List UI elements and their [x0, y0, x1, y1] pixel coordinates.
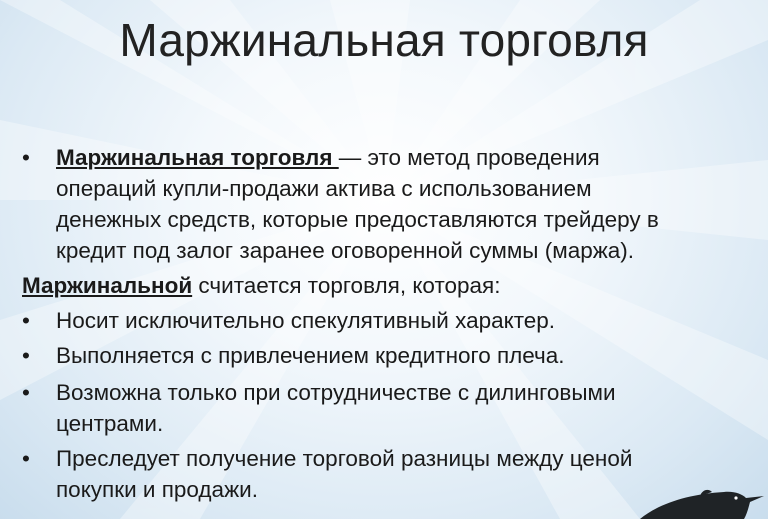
definition-line-2: операций купли-продажи актива с использованием: [56, 176, 592, 201]
definition-term: Маржинальная торговля: [56, 145, 339, 170]
definition-paragraph: [22, 142, 762, 266]
definition-text-1: — это метод проведения: [338, 145, 600, 170]
bullet-marker: •: [22, 446, 30, 471]
intro-line: [22, 270, 762, 301]
definition-line-3: денежных средств, которые предоставляются трейдеру в: [56, 207, 659, 232]
list-item: [22, 377, 762, 439]
list-item-text: Преследует получение торговой разницы между ценой: [56, 446, 633, 471]
intro-text: считается торговля, которая:: [192, 273, 501, 298]
bullet-marker: •: [22, 343, 30, 368]
slide-title: Маржинальная торговля: [119, 14, 649, 66]
list-item-text: Выполняется с привлечением кредитного плеча.: [56, 343, 565, 368]
bullet-marker: •: [22, 308, 30, 333]
list-item-text: центрами.: [56, 411, 164, 436]
list-item-text: Носит исключительно спекулятивный характер.: [56, 308, 556, 333]
list-item-text: Возможна только при сотрудничестве с дилинговыми: [56, 380, 616, 405]
list-item-text: покупки и продажи.: [56, 477, 258, 502]
definition-line-1: [56, 142, 762, 173]
intro-term: Маржинальной: [22, 273, 193, 298]
definition-line-4: кредит под залог заранее оговоренной суммы (маржа).: [56, 238, 635, 263]
list-item: [22, 340, 762, 371]
dolphin-icon: [640, 488, 768, 519]
bullet-marker: •: [22, 145, 30, 170]
slide-content: [22, 142, 762, 505]
bullet-marker: •: [22, 380, 30, 405]
list-item: [22, 305, 762, 336]
